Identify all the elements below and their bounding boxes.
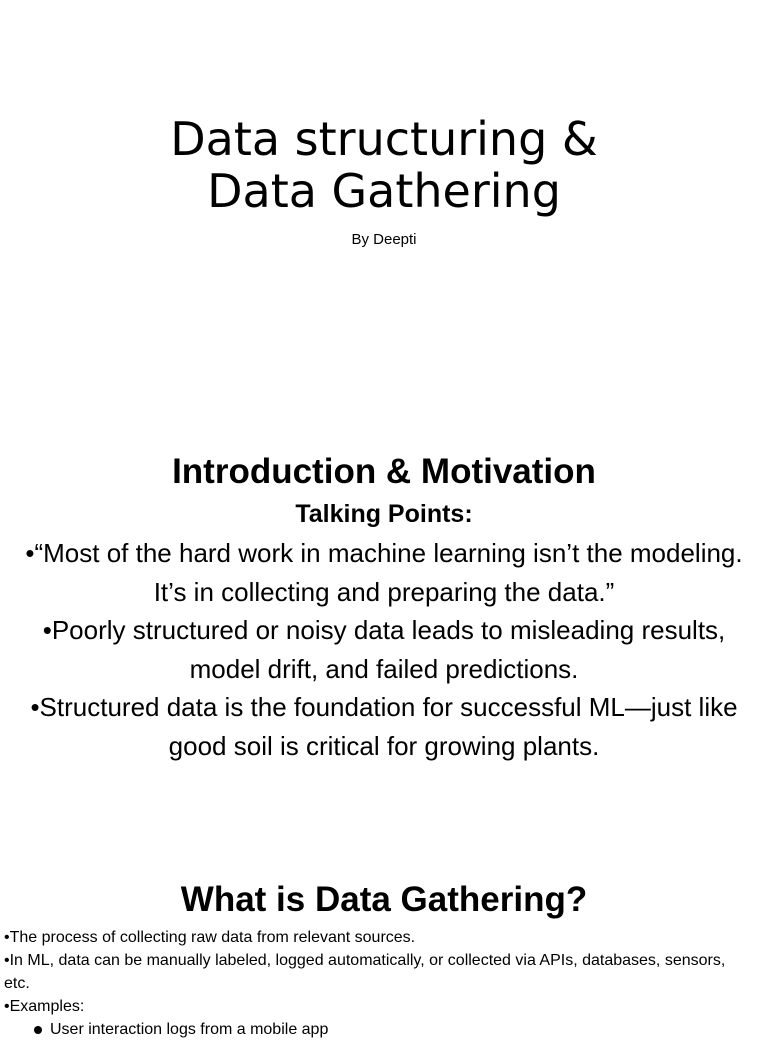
- intro-slide-title: Introduction & Motivation: [172, 452, 596, 491]
- list-item: [4, 949, 754, 995]
- sub-list-item-text: User interaction logs from a mobile app: [50, 1021, 329, 1038]
- talking-point-text: “Most of the hard work in machine learning isn’t the modeling. It’s in collecting and preparing the data.”: [34, 538, 743, 607]
- list-item-text: Examples:: [9, 998, 85, 1015]
- bullet-glyph: •: [4, 998, 10, 1015]
- talking-points-list: [20, 534, 748, 765]
- sub-list-item: [4, 1018, 754, 1041]
- list-item: [4, 995, 754, 1018]
- data-gathering-list: [4, 926, 754, 1041]
- bullet-dot-icon: [34, 1026, 42, 1034]
- talking-point-text: Poorly structured or noisy data leads to misleading results, model drift, and failed predictions.: [51, 615, 726, 684]
- author-subtitle: By Deepti: [351, 231, 417, 248]
- bullet-glyph: •: [4, 929, 10, 946]
- intro-slide: [0, 440, 768, 780]
- talking-point: [20, 611, 748, 688]
- talking-points-heading: Talking Points:: [295, 500, 473, 528]
- presentation-title: [0, 113, 768, 217]
- title-line-1: Data structuring &: [170, 112, 598, 166]
- title-slide: [0, 0, 768, 320]
- talking-point-text: Structured data is the foundation for successful ML—just like good soil is critical for growing plants.: [39, 692, 738, 761]
- title-line-2: Data Gathering: [207, 164, 561, 218]
- bullet-glyph: •: [42, 615, 52, 645]
- bullet-glyph: •: [4, 952, 10, 969]
- data-gathering-slide: [0, 870, 768, 1038]
- bullet-glyph: •: [30, 692, 40, 722]
- data-gathering-title: What is Data Gathering?: [180, 880, 588, 919]
- bullet-glyph: •: [25, 538, 35, 568]
- talking-point: [20, 534, 748, 611]
- talking-point: [20, 688, 748, 765]
- list-item-text: In ML, data can be manually labeled, logged automatically, or collected via APIs, databases, sensors, etc.: [4, 952, 726, 992]
- list-item-text: The process of collecting raw data from relevant sources.: [9, 929, 416, 946]
- list-item: [4, 926, 754, 949]
